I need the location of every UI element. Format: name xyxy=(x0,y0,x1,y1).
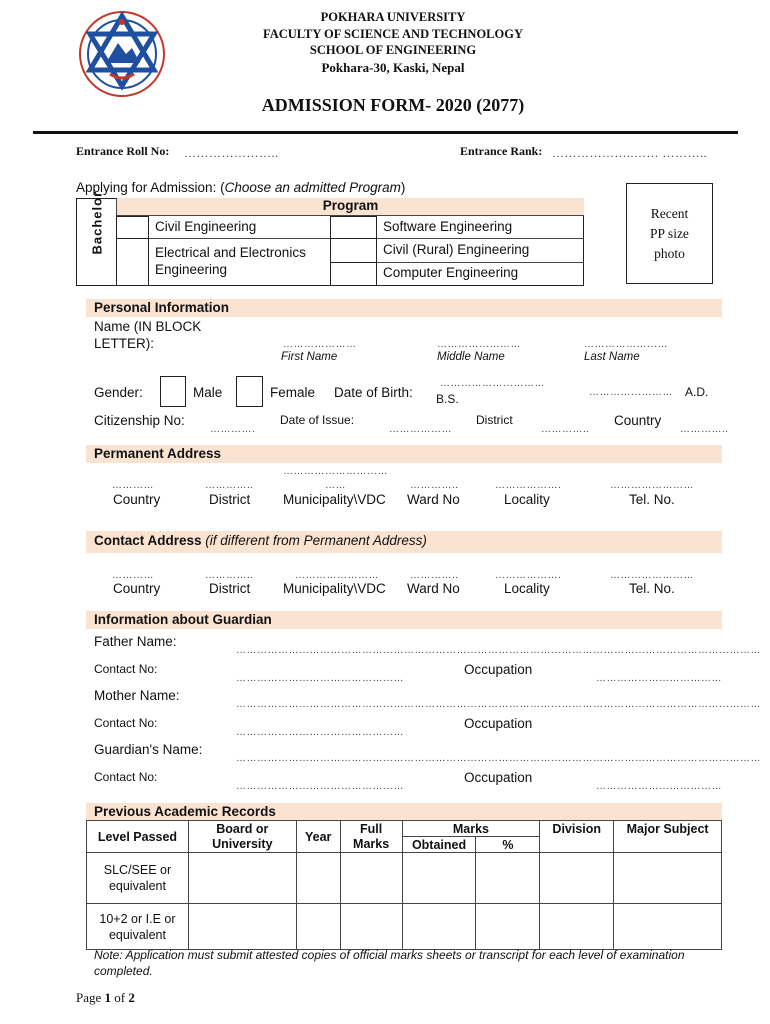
col-full-marks: Full Marks xyxy=(340,821,402,853)
personal-info-band: Personal Information xyxy=(86,299,722,317)
rank-label: Entrance Rank: xyxy=(460,144,543,158)
female-label: Female xyxy=(270,385,316,400)
citizenship-country-label: Country xyxy=(614,413,662,428)
perm-district-label: District xyxy=(209,492,251,507)
form-title: ADMISSION FORM- 2020 (2077) xyxy=(261,95,525,115)
gender-label: Gender: xyxy=(94,385,143,400)
university-name: POKHARA UNIVERSITY xyxy=(320,10,466,24)
guardian-occupation-field[interactable]: ……………………………… xyxy=(596,781,722,792)
program-computer: Computer Engineering xyxy=(383,265,519,280)
plus2-subject-cell[interactable] xyxy=(614,904,722,950)
father-contact-label: Contact No: xyxy=(94,662,158,676)
perm-municipality-field-1[interactable]: ………………………… xyxy=(283,466,388,477)
table-row xyxy=(87,904,722,950)
male-checkbox[interactable] xyxy=(160,376,186,407)
program-header: Program xyxy=(116,198,584,216)
middle-name-field[interactable]: …………………… xyxy=(437,339,521,350)
dob-bs-field[interactable]: ………………………… xyxy=(440,378,545,389)
citizenship-country-field[interactable]: ………….. xyxy=(680,424,729,435)
applying-label: Applying for Admission: (Choose an admitted Program) xyxy=(76,180,406,195)
software-checkbox[interactable] xyxy=(330,216,377,239)
contact-ward-field[interactable]: ………….. xyxy=(410,570,459,581)
contact-address-band: Contact Address (if different from Permanent Address) xyxy=(86,531,722,553)
university-logo xyxy=(76,8,168,100)
perm-locality-field[interactable]: ………………. xyxy=(495,480,562,491)
guardian-occupation-label: Occupation xyxy=(464,770,533,785)
mother-contact-label: Contact No: xyxy=(94,716,158,730)
dob-label: Date of Birth: xyxy=(334,385,413,400)
header-divider xyxy=(33,131,738,134)
col-year: Year xyxy=(296,821,340,853)
page-number: Page 1 of 2 xyxy=(76,990,135,1005)
col-obtained: Obtained xyxy=(402,837,476,853)
last-name-caption: Last Name xyxy=(584,351,640,363)
male-label: Male xyxy=(193,385,223,400)
academic-table xyxy=(86,820,722,950)
plus2-full-cell[interactable] xyxy=(340,904,402,950)
slc-obtained-cell[interactable] xyxy=(402,853,476,904)
plus2-year-cell[interactable] xyxy=(296,904,340,950)
contact-tel-field[interactable]: …………………… xyxy=(610,570,694,581)
ad-label: A.D. xyxy=(685,385,709,399)
middle-name-caption: Middle Name xyxy=(437,351,505,363)
mother-name-label: Mother Name: xyxy=(94,688,180,703)
guardian-band: Information about Guardian xyxy=(86,611,722,629)
name-label: Name (IN BLOCK LETTER): xyxy=(94,319,202,351)
perm-district-field[interactable]: ………….. xyxy=(205,480,254,491)
computer-checkbox[interactable] xyxy=(330,262,377,286)
col-division: Division xyxy=(540,821,614,837)
row-label-plus2: 10+2 or I.E or equivalent xyxy=(87,904,189,950)
records-note: Note: Application must submit attested copies of official marks sheets or transcript for each level of examination completed. xyxy=(94,948,685,978)
perm-municipality-field-2[interactable]: …… xyxy=(325,480,346,491)
last-name-field[interactable]: …………………… xyxy=(584,339,668,350)
slc-board-cell[interactable] xyxy=(188,853,296,904)
contact-locality-field[interactable]: ………………. xyxy=(495,570,562,581)
bs-label: B.S. xyxy=(436,392,459,406)
program-civil: Civil Engineering xyxy=(155,219,257,234)
first-name-field[interactable]: ………………… xyxy=(283,339,357,350)
roll-label: Entrance Roll No: xyxy=(76,144,170,158)
father-occupation-field[interactable]: ……………………………… xyxy=(596,673,722,684)
perm-country-label: Country xyxy=(113,492,161,507)
father-name-field[interactable]: …………………………………………………………………………………………………………………………………… xyxy=(236,645,761,656)
perm-locality-label: Locality xyxy=(504,492,550,507)
contact-locality-label: Locality xyxy=(504,581,550,596)
citizenship-district-label: District xyxy=(476,413,513,427)
col-subject: Major Subject xyxy=(614,821,722,837)
contact-municipality-field[interactable]: …………………… xyxy=(295,570,379,581)
school-name: SCHOOL OF ENGINEERING xyxy=(309,43,477,57)
guardian-contact-label: Contact No: xyxy=(94,770,158,784)
slc-full-cell[interactable] xyxy=(340,853,402,904)
perm-municipality-label: Municipality\VDC xyxy=(283,492,386,507)
program-electrical: Electrical and Electronics Engineering xyxy=(155,245,306,277)
perm-tel-field[interactable]: …………………… xyxy=(610,480,694,491)
contact-ward-label: Ward No xyxy=(407,581,460,596)
father-contact-field[interactable]: ………………………………………… xyxy=(236,673,404,684)
electrical-checkbox[interactable] xyxy=(116,238,149,286)
issue-label: Date of Issue: xyxy=(280,413,355,427)
contact-country-label: Country xyxy=(113,581,161,596)
first-name-caption: First Name xyxy=(281,351,338,363)
mother-name-field[interactable]: …………………………………………………………………………………………………………………………………… xyxy=(236,699,761,710)
rural-checkbox[interactable] xyxy=(330,238,377,263)
col-percent: % xyxy=(476,837,540,853)
program-software: Software Engineering xyxy=(383,219,513,234)
permanent-address-band: Permanent Address xyxy=(86,445,722,463)
plus2-percent-cell[interactable] xyxy=(476,904,540,950)
guardian-contact-field[interactable]: ………………………………………… xyxy=(236,781,404,792)
citizenship-field[interactable]: …………. xyxy=(210,424,256,435)
contact-municipality-label: Municipality\VDC xyxy=(283,581,386,596)
academic-band: Previous Academic Records xyxy=(86,803,722,821)
program-rural: Civil (Rural) Engineering xyxy=(383,242,530,257)
civil-checkbox[interactable] xyxy=(116,216,149,239)
col-marks: Marks xyxy=(402,821,540,837)
rank-field[interactable]: ………………..…… ……….. xyxy=(552,146,707,160)
guardian-name-field[interactable]: …………………………………………………………………………………………………………………………………… xyxy=(236,753,761,764)
father-name-label: Father Name: xyxy=(94,634,177,649)
plus2-board-cell[interactable] xyxy=(188,904,296,950)
slc-percent-cell[interactable] xyxy=(476,853,540,904)
guardian-name-label: Guardian's Name: xyxy=(94,742,203,757)
table-row xyxy=(87,853,722,904)
contact-district-label: District xyxy=(209,581,251,596)
row-label-slc: SLC/SEE or equivalent xyxy=(87,853,189,904)
bachelor-label: Bachelor xyxy=(89,190,105,255)
citizenship-district-field[interactable]: ………….. xyxy=(541,424,590,435)
contact-tel-label: Tel. No. xyxy=(629,581,675,596)
plus2-division-cell[interactable] xyxy=(540,904,614,950)
slc-subject-cell[interactable] xyxy=(614,853,722,904)
contact-district-field[interactable]: ………….. xyxy=(205,570,254,581)
mother-contact-field[interactable]: ………………………………………… xyxy=(236,727,404,738)
citizenship-label: Citizenship No: xyxy=(94,413,185,428)
father-occupation-label: Occupation xyxy=(464,662,533,677)
roll-field[interactable]: ………………….. xyxy=(184,146,279,160)
location: Pokhara-30, Kaski, Nepal xyxy=(321,60,465,75)
contact-country-field[interactable]: ………… xyxy=(112,570,154,581)
slc-division-cell[interactable] xyxy=(540,853,614,904)
photo-box[interactable]: Recent PP size photo xyxy=(626,183,713,284)
perm-ward-field[interactable]: ………….. xyxy=(410,480,459,491)
col-board: Board or University xyxy=(188,821,296,853)
perm-ward-label: Ward No xyxy=(407,492,460,507)
perm-country-field[interactable]: ………… xyxy=(112,480,154,491)
dob-ad-field[interactable]: …………………… xyxy=(589,387,673,398)
col-level: Level Passed xyxy=(87,821,189,853)
mother-occupation-label: Occupation xyxy=(464,716,533,731)
perm-tel-label: Tel. No. xyxy=(629,492,675,507)
faculty-name: FACULTY OF SCIENCE AND TECHNOLOGY xyxy=(263,27,523,41)
issue-field[interactable]: ……………… xyxy=(389,424,452,435)
female-checkbox[interactable] xyxy=(236,376,263,407)
slc-year-cell[interactable] xyxy=(296,853,340,904)
plus2-obtained-cell[interactable] xyxy=(402,904,476,950)
